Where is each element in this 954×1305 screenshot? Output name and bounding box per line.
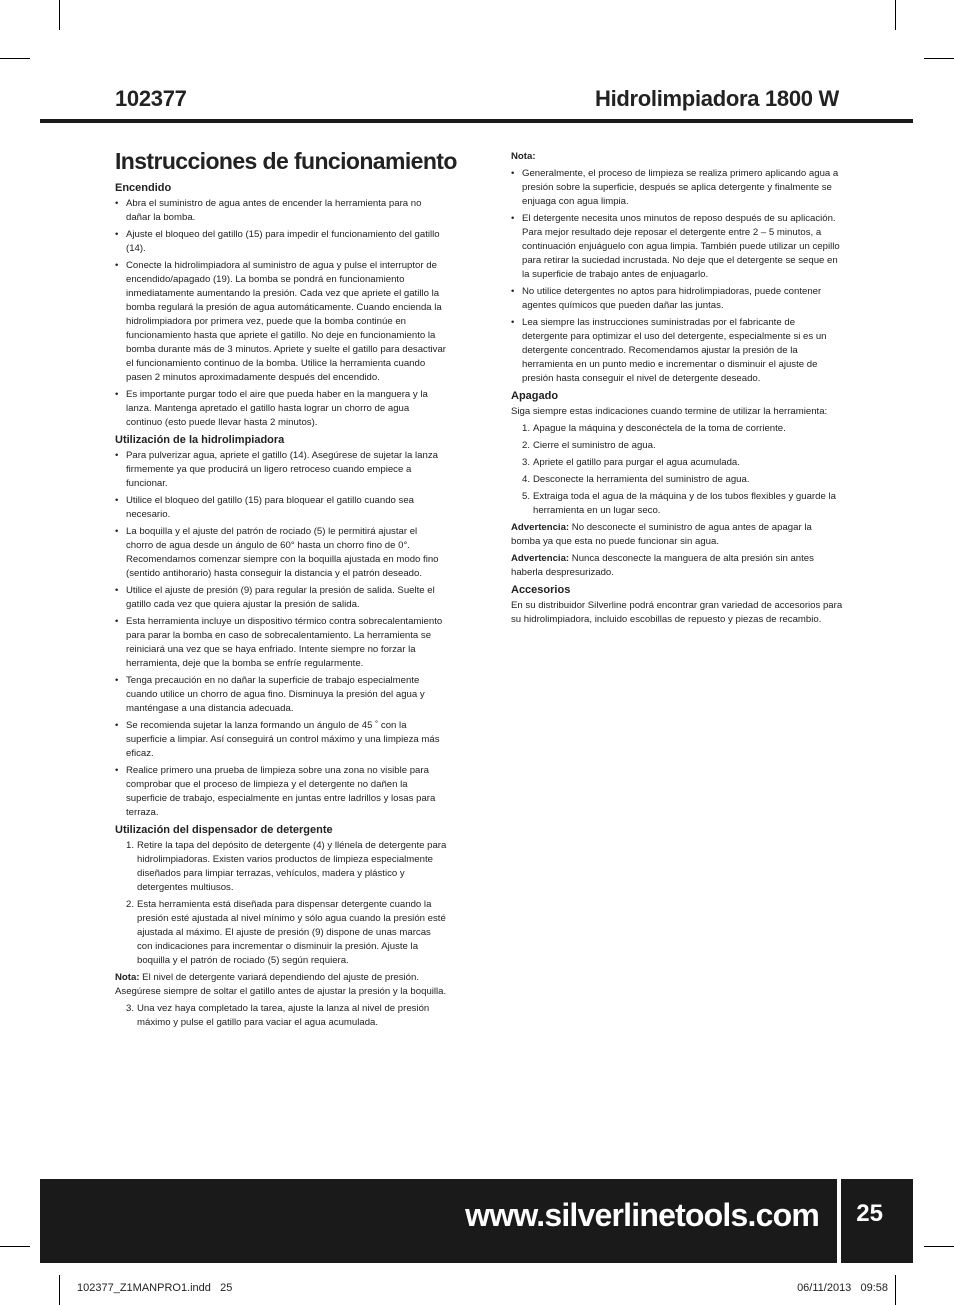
list-item: • Realice primero una prueba de limpieza sobre una zona no visible para comprobar que el proceso de limpieza y el detergente no dañen la superficie de trabajo, especialmente en juntas entre ladrillos y losas para terraza. xyxy=(115,764,447,820)
dispensador-steps-continued xyxy=(115,1002,447,1030)
list-item xyxy=(115,839,447,895)
section-heading-apagado: Apagado xyxy=(511,390,559,402)
list-item: • Se recomienda sujetar la lanza formando un ángulo de 45 ˚ con la superficie a limpiar. Así conseguirá un control máximo y una limpieza más eficaz. xyxy=(115,719,447,761)
list-item: • Abra el suministro de agua antes de encender la herramienta para no dañar la bomba. xyxy=(115,197,447,225)
note-text: El nivel de detergente variará dependiendo del ajuste de presión. Asegúrese siempre de soltar el gatillo antes de ajustar la presión y la boquilla. xyxy=(115,972,447,997)
step-number: 3. xyxy=(126,1003,135,1014)
warning xyxy=(511,521,843,549)
step-number: 1. xyxy=(126,840,135,851)
list-item: • Tenga precaución en no dañar la superficie de trabajo especialmente cuando utilice un chorro de agua fino. Disminuya la presión del agua y manténgase a una distancia adecuada. xyxy=(115,674,447,716)
step-number: 3. xyxy=(522,457,531,468)
list-item xyxy=(115,898,447,968)
step-text: Extraiga toda el agua de la máquina y de los tubos flexibles y guarde la herramienta en un lugar seco. xyxy=(533,491,836,516)
list-item: • Conecte la hidrolimpiadora al suministro de agua y pulse el interruptor de encendido/apagado (19). La bomba se pondrá en funcionamiento inmediatamente aumentando la presión. Cada vez que apriete el gatillo la bomba regulará la presión de agua automáticamente. Cuando encienda la hidrolimpiadora por primera vez, puede que la bomba continúe en funcionamiento hasta que apriete el gatillo. No deje en funcionamiento la bomba durante más de 3 minutos. Apriete y suelte el gatillo para desactivar el funcionamiento continuo de la bomba. Utilice la herramienta cuando pasen 2 minutos aproximadamente después del encendido. xyxy=(115,259,447,385)
list-item: • Utilice el ajuste de presión (9) para regular la presión de salida. Suelte el gatillo cada vez que quiera ajustar la presión de salida. xyxy=(115,584,447,612)
section-heading-encendido: Encendido xyxy=(115,182,172,194)
step-number: 5. xyxy=(522,491,531,502)
right-column xyxy=(511,150,843,630)
list-item xyxy=(115,1002,447,1030)
crop-mark xyxy=(895,1275,896,1305)
apagado-steps xyxy=(511,422,843,518)
slug-timestamp: 06/11/2013 09:58 xyxy=(797,1282,888,1294)
dispensador-note xyxy=(115,971,447,999)
crop-mark xyxy=(0,58,30,59)
crop-mark xyxy=(0,1246,30,1247)
footer-bar xyxy=(40,1179,913,1263)
nota-list xyxy=(511,167,843,386)
step-text: Retire la tapa del depósito de detergente (4) y llénela de detergente para hidrolimpiadoras. Existen varios productos de limpieza especialmente diseñados para limpiar terrazas, vehículos, madera y plástico y detergentes multiusos. xyxy=(137,840,447,893)
section-heading-nota: Nota: xyxy=(511,151,536,162)
product-code: 102377 xyxy=(115,86,187,111)
step-number: 4. xyxy=(522,474,531,485)
dispensador-steps xyxy=(115,839,447,968)
list-item xyxy=(511,439,843,453)
crop-mark xyxy=(895,0,896,30)
section-heading-dispensador: Utilización del dispensador de detergente xyxy=(115,824,333,836)
crop-mark xyxy=(59,0,60,30)
list-item xyxy=(511,456,843,470)
page-title: Instrucciones de funcionamiento xyxy=(115,148,457,174)
list-item: • El detergente necesita unos minutos de reposo después de su aplicación. Para mejor resultado deje reposar el detergente entre 2 – 5 minutos, a continuación enjuáguelo con agua limpia. También puede utilizar un cepillo para retirar la suciedad incrustada. No deje que el detergente se seque en la superficie de trabajo antes de enjuagarlo. xyxy=(511,212,843,282)
list-item: • Ajuste el bloqueo del gatillo (15) para impedir el funcionamiento del gatillo (14). xyxy=(115,228,447,256)
left-column xyxy=(115,179,447,1033)
warning xyxy=(511,552,843,580)
warning-label: Advertencia: xyxy=(511,553,570,564)
apagado-intro: Siga siempre estas indicaciones cuando termine de utilizar la herramienta: xyxy=(511,406,828,417)
step-text: Apriete el gatillo para purgar el agua acumulada. xyxy=(533,457,740,468)
utilizacion-list xyxy=(115,449,447,820)
footer-website-link[interactable]: www.silverlinetools.com xyxy=(465,1197,819,1233)
step-text: Cierre el suministro de agua. xyxy=(533,440,656,451)
footer-divider xyxy=(837,1179,841,1263)
warning-text: Nunca desconecte la manguera de alta presión sin antes haberla despresurizado. xyxy=(511,553,814,578)
warning-label: Advertencia: xyxy=(511,522,570,533)
step-number: 2. xyxy=(126,899,135,910)
list-item: • Utilice el bloqueo del gatillo (15) para bloquear el gatillo cuando sea necesario. xyxy=(115,494,447,522)
list-item xyxy=(511,422,843,436)
note-label: Nota: xyxy=(115,972,140,983)
crop-mark xyxy=(924,1246,954,1247)
list-item: • Es importante purgar todo el aire que pueda haber en la manguera y la lanza. Mantenga apretado el gatillo hasta lograr un chorro de agua continuo (esto puede llevar hasta 2 minutos). xyxy=(115,388,447,430)
page-number: 25 xyxy=(856,1200,883,1227)
list-item xyxy=(511,490,843,518)
step-text: Esta herramienta está diseñada para dispensar detergente cuando la presión esté ajustada al nivel mínimo y sólo agua cuando la presión esté ajustada al máximo. El ajuste de presión (9) dispone de unas marcas con indicaciones para incrementar o disminuir la presión. Ajuste la boquilla y el patrón de rociado (5) según requiera. xyxy=(137,899,446,966)
list-item: • Para pulverizar agua, apriete el gatillo (14). Asegúrese de sujetar la lanza firmemente ya que producirá un ligero retroceso cuando empiece a funcionar. xyxy=(115,449,447,491)
slug-filename: 102377_Z1MANPRO1.indd 25 xyxy=(77,1282,233,1294)
list-item xyxy=(511,473,843,487)
step-text: Apague la máquina y desconéctela de la toma de corriente. xyxy=(533,423,786,434)
list-item: • No utilice detergentes no aptos para hidrolimpiadoras, puede contener agentes químicos que pueden dañar las juntas. xyxy=(511,285,843,313)
list-item: • Esta herramienta incluye un dispositivo térmico contra sobrecalentamiento para parar la bomba en caso de sobrecalentamiento. La herramienta se reiniciará una vez que se haya enfriado. Intente siempre no forzar la herramienta, deje que la bomba se enfríe regularmente. xyxy=(115,615,447,671)
list-item: • Generalmente, el proceso de limpieza se realiza primero aplicando agua a presión sobre la superficie, después se aplica detergente y finalmente se enjuaga con agua limpia. xyxy=(511,167,843,209)
accesorios-text: En su distribuidor Silverline podrá encontrar gran variedad de accesorios para su hidrolimpiadora, incluido escobillas de repuesto y piezas de recambio. xyxy=(511,600,843,625)
list-item: • La boquilla y el ajuste del patrón de rociado (5) le permitirá ajustar el chorro de agua desde un ángulo de 60° hasta un chorro fino de 0°. Recomendamos comenzar siempre con la boquilla ajustada en modo fino (sentido antihorario) hasta conseguir la distancia y el patrón deseado. xyxy=(115,525,447,581)
section-heading-accesorios: Accesorios xyxy=(511,584,571,596)
product-title: Hidrolimpiadora 1800 W xyxy=(594,86,839,111)
step-text: Desconecte la herramienta del suministro de agua. xyxy=(533,474,750,485)
section-heading-utilizacion: Utilización de la hidrolimpiadora xyxy=(115,434,285,446)
crop-mark xyxy=(924,58,954,59)
warning-text: No desconecte el suministro de agua antes de apagar la bomba ya que esta no puede funcionar sin agua. xyxy=(511,522,812,547)
step-number: 1. xyxy=(522,423,531,434)
crop-mark xyxy=(59,1275,60,1305)
list-item: • Lea siempre las instrucciones suministradas por el fabricante de detergente para optimizar el uso del detergente, especialmente si es un detergente concentrado. Recomendamos ajustar la presión de la herramienta en un punto medio e incrementar o disminuir el ajuste de presión hasta conseguir el nivel de detergente deseado. xyxy=(511,316,843,386)
step-number: 2. xyxy=(522,440,531,451)
header-rule xyxy=(40,119,913,123)
step-text: Una vez haya completado la tarea, ajuste la lanza al nivel de presión máximo y pulse el gatillo para vaciar el agua acumulada. xyxy=(137,1003,430,1028)
encendido-list xyxy=(115,197,447,430)
